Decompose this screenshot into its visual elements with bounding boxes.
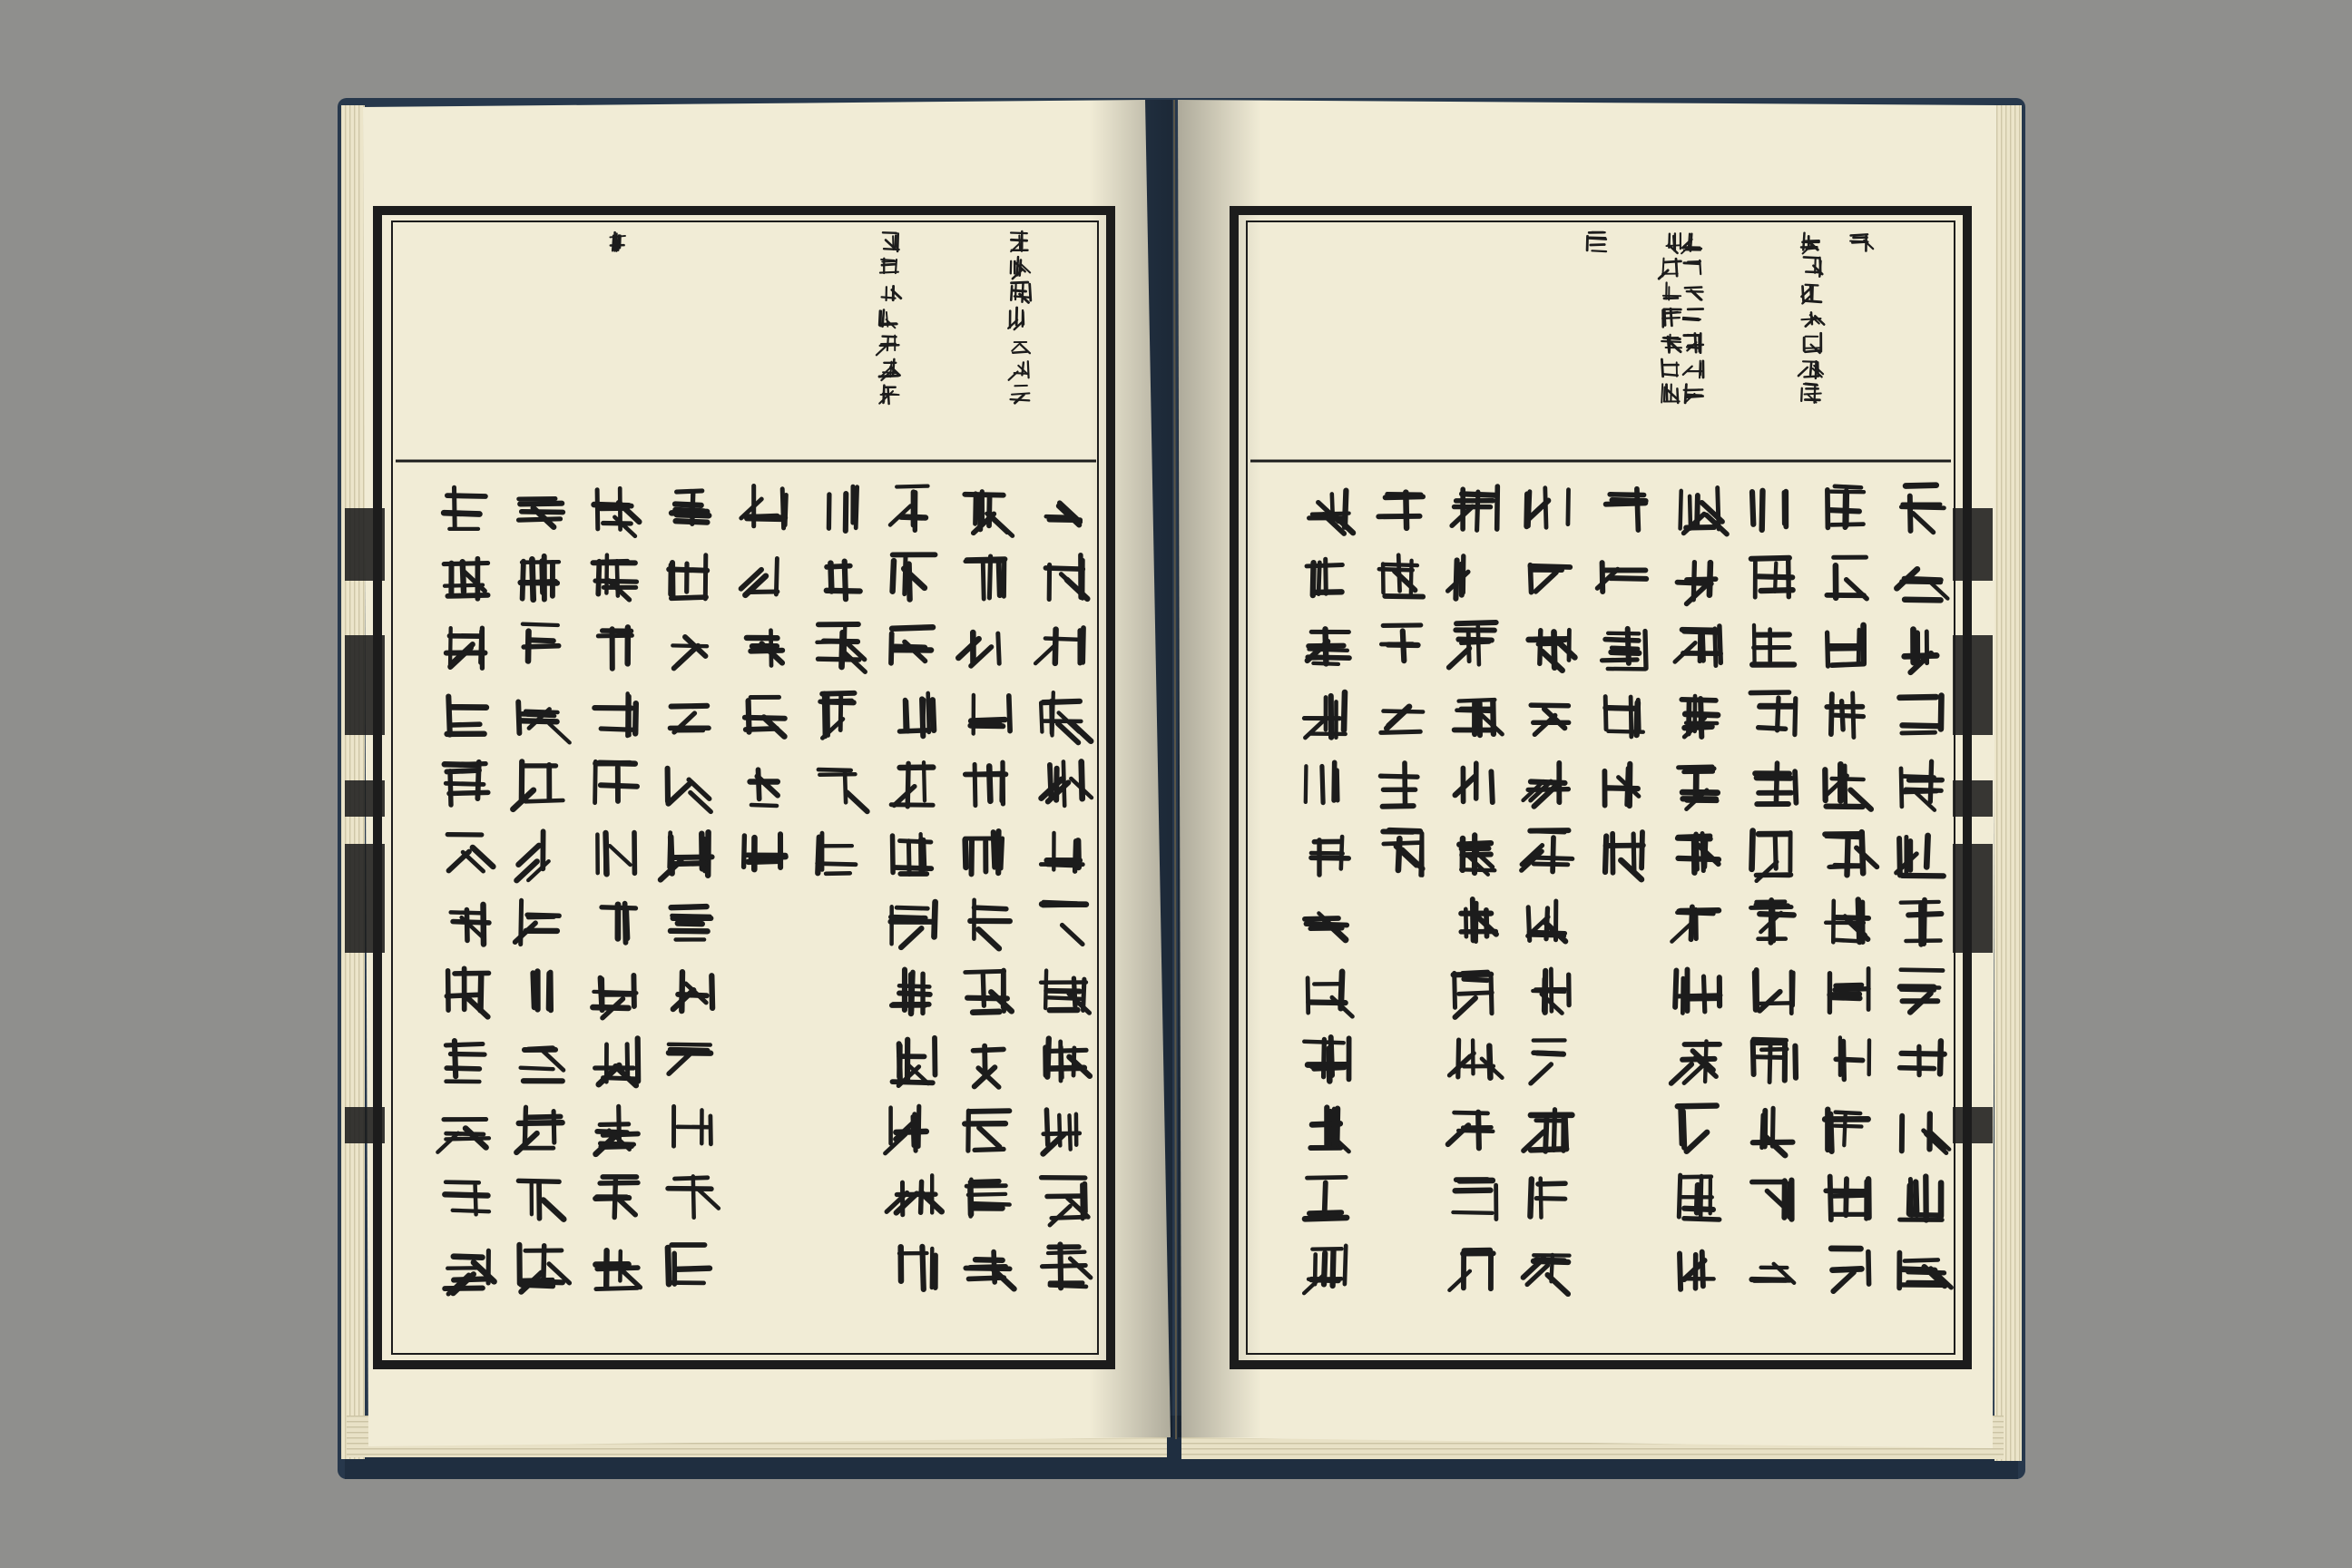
glyph — [1459, 835, 1494, 874]
glyph — [965, 831, 1003, 874]
